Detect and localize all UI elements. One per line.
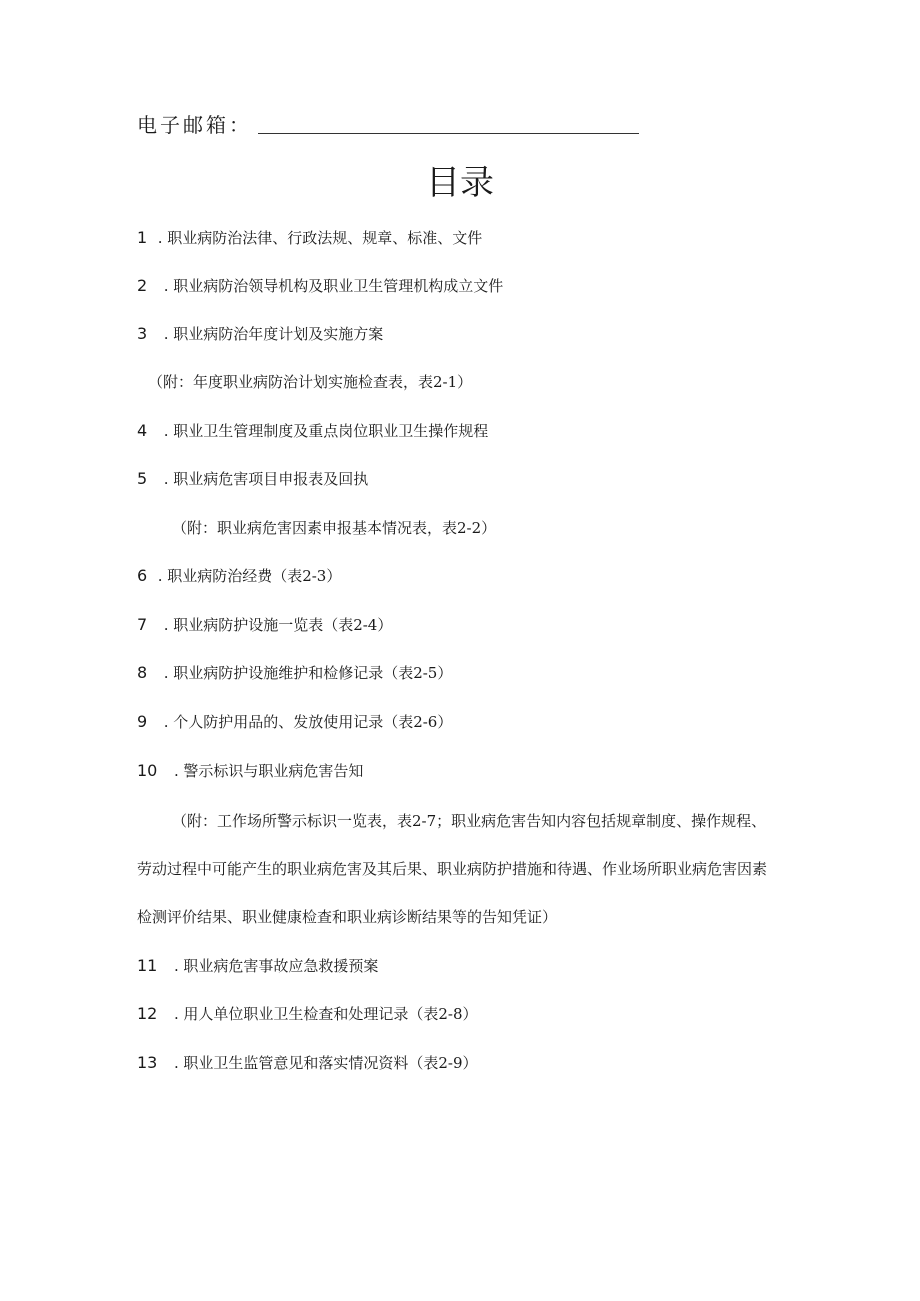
email-label: 电子邮箱： bbox=[137, 113, 252, 137]
toc-entry-number: 4 bbox=[137, 421, 148, 440]
toc-entry-text: （附：职业病危害因素申报基本情况表，表2-2） bbox=[172, 519, 497, 537]
toc-entry-10-attachment-line-3 bbox=[137, 906, 557, 928]
toc-entry-text: （附：年度职业病防治计划实施检查表，表2-1） bbox=[148, 373, 473, 391]
email-field-row bbox=[137, 110, 252, 140]
toc-entry-number: 3 bbox=[137, 324, 148, 343]
toc-entry-3-attachment bbox=[148, 371, 472, 393]
toc-entry-text: 职业病危害事故应急救援预案 bbox=[183, 957, 379, 975]
toc-entry-text: 职业病防治经费（表2-3） bbox=[167, 567, 342, 585]
toc-entry-text: 职业病防治领导机构及职业卫生管理机构成立文件 bbox=[173, 277, 504, 295]
toc-entry-text: （附：工作场所警示标识一览表，表2-7；职业病危害告知内容包括规章制度、操作规程、 bbox=[172, 812, 767, 830]
toc-entry-text: 劳动过程中可能产生的职业病危害及其后果、职业病防护措施和待遇、作业场所职业病危害因素 bbox=[137, 860, 768, 878]
toc-entry-2: 2 . 职业病防治领导机构及职业卫生管理机构成立文件 bbox=[137, 276, 504, 295]
toc-entry-7: 7 . 职业病防护设施一览表（表2-4） bbox=[137, 615, 393, 634]
toc-entry-9: 9 . 个人防护用品的、发放使用记录（表2-6） bbox=[137, 712, 453, 731]
toc-entry-text: 用人单位职业卫生检查和处理记录（表2-8） bbox=[183, 1005, 478, 1023]
toc-entry-number: 1 bbox=[137, 228, 148, 247]
toc-entry-10: 10 . 警示标识与职业病危害告知 bbox=[137, 761, 364, 780]
toc-entry-text: 职业病防治年度计划及实施方案 bbox=[173, 325, 384, 343]
toc-entry-text: 职业卫生管理制度及重点岗位职业卫生操作规程 bbox=[173, 422, 489, 440]
toc-entry-text: 职业病危害项目申报表及回执 bbox=[173, 470, 369, 488]
toc-entry-6: 6 . 职业病防治经费（表2-3） bbox=[137, 566, 342, 585]
toc-entry-number: 7 bbox=[137, 615, 148, 634]
toc-entry-4: 4 . 职业卫生管理制度及重点岗位职业卫生操作规程 bbox=[137, 421, 489, 440]
toc-entry-number: 11 bbox=[137, 956, 158, 975]
toc-entry-5-attachment bbox=[172, 517, 496, 539]
toc-entry-number: 9 bbox=[137, 712, 148, 731]
toc-entry-13: 13 . 职业卫生监管意见和落实情况资料（表2-9） bbox=[137, 1053, 478, 1072]
toc-title: 目录 bbox=[426, 163, 494, 203]
toc-entry-12: 12 . 用人单位职业卫生检查和处理记录（表2-8） bbox=[137, 1004, 478, 1023]
toc-entry-8: 8 . 职业病防护设施维护和检修记录（表2-5） bbox=[137, 663, 453, 682]
toc-entry-number: 12 bbox=[137, 1004, 158, 1023]
toc-entry-10-attachment-line-1 bbox=[172, 810, 766, 832]
toc-entry-text: 职业病防治法律、行政法规、规章、标准、文件 bbox=[167, 229, 483, 247]
toc-entry-number: 8 bbox=[137, 663, 148, 682]
toc-entry-number: 5 bbox=[137, 469, 148, 488]
toc-entry-number: 10 bbox=[137, 761, 158, 780]
toc-entry-text: 职业病防护设施一览表（表2-4） bbox=[173, 616, 393, 634]
toc-entry-5: 5 . 职业病危害项目申报表及回执 bbox=[137, 469, 369, 488]
toc-entry-1: 1 . 职业病防治法律、行政法规、规章、标准、文件 bbox=[137, 228, 483, 247]
toc-entry-number: 6 bbox=[137, 566, 148, 585]
toc-entry-text: 警示标识与职业病危害告知 bbox=[183, 762, 364, 780]
toc-entry-text: 个人防护用品的、发放使用记录（表2-6） bbox=[173, 713, 453, 731]
toc-entry-11: 11 . 职业病危害事故应急救援预案 bbox=[137, 956, 379, 975]
email-blank-underline bbox=[258, 133, 639, 134]
toc-entry-number: 2 bbox=[137, 276, 148, 295]
toc-entry-number: 13 bbox=[137, 1053, 158, 1072]
toc-entry-text: 职业病防护设施维护和检修记录（表2-5） bbox=[173, 664, 453, 682]
toc-entry-text: 检测评价结果、职业健康检查和职业病诊断结果等的告知凭证） bbox=[137, 908, 558, 926]
toc-entry-10-attachment-line-2 bbox=[137, 858, 767, 880]
toc-entry-text: 职业卫生监管意见和落实情况资料（表2-9） bbox=[183, 1054, 478, 1072]
toc-entry-3: 3 . 职业病防治年度计划及实施方案 bbox=[137, 324, 384, 343]
